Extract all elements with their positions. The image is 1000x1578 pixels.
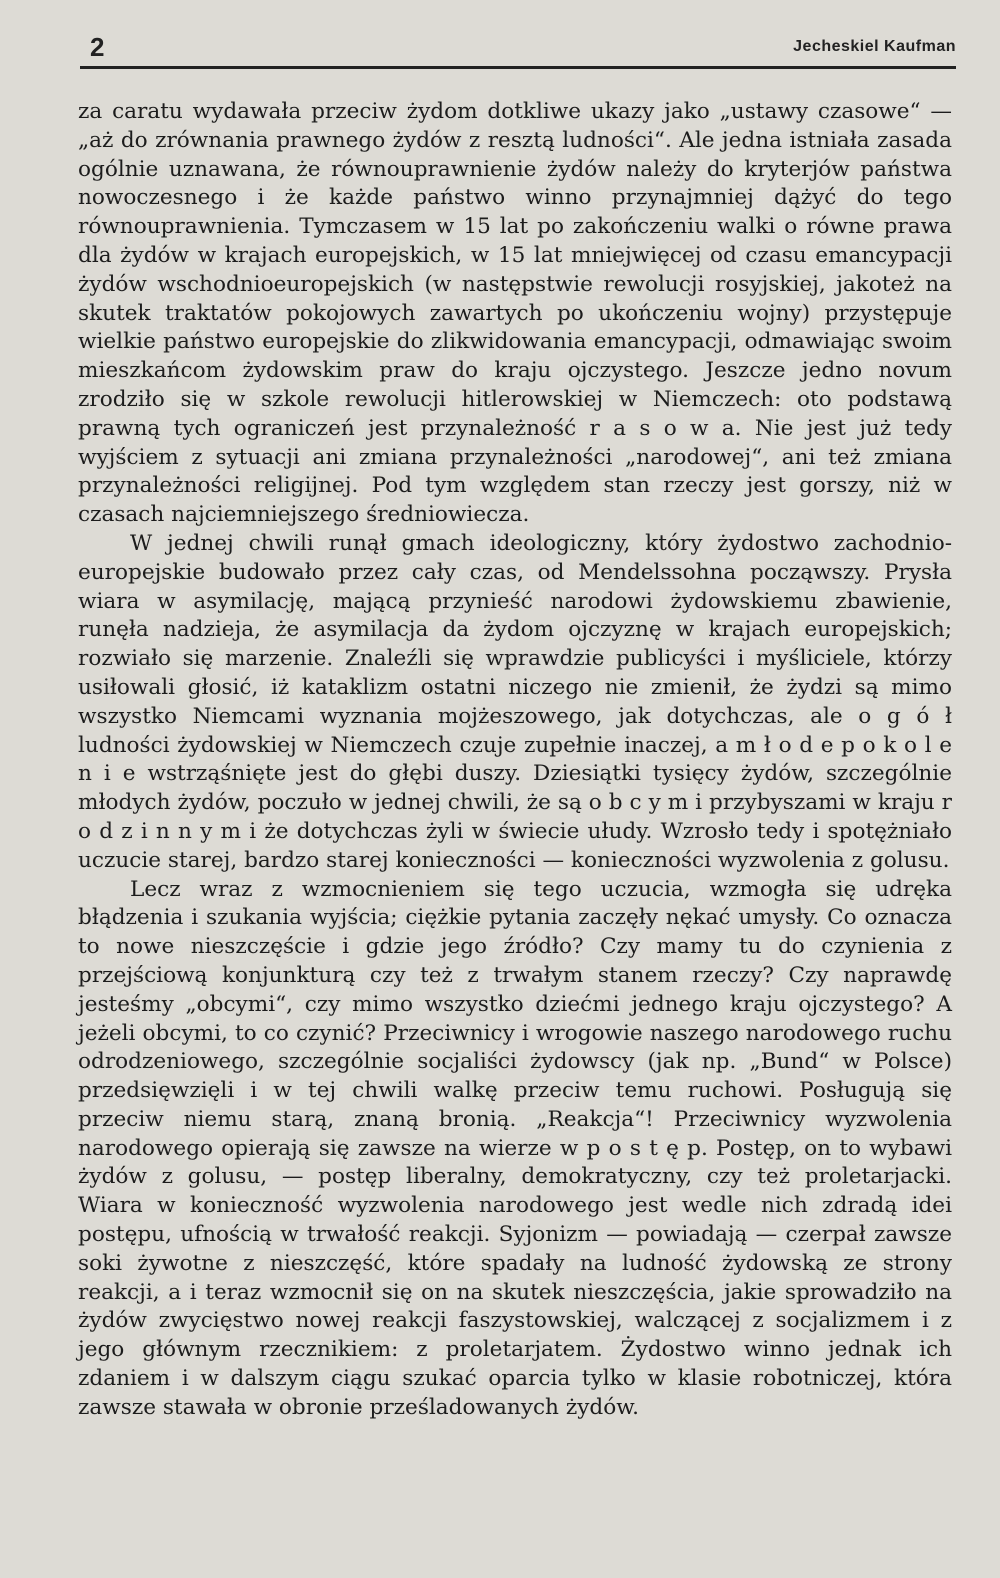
- running-head-author: Jecheskiel Kaufman: [793, 38, 956, 55]
- page-number: 2: [90, 32, 105, 62]
- header-rule: [80, 66, 956, 69]
- page-header: [84, 32, 956, 62]
- paragraph-1: za caratu wydawała przeciw żydom dotkliwe ukazy jako „ustawy czasowe“ — „aż do zrównania prawnego żydów z resztą ludności“. Ale jedna istniała zasada ogólnie uznawana, że równouprawnienie żydów należy do kryterjów państwa nowoczesnego i że każde państwo winno przynajmniej dążyć do tego równouprawnienia. Tymczasem w 15 lat po zakończeniu walki o równe prawa dla żydów w krajach europejskich, w 15 lat mniejwięcej od czasu emancypacji żydów wschodnioeuropejskich (w następstwie rewolucji rosyjskiej, jakoteż na skutek traktatów pokojowych zawartych po ukończeniu wojny) przystępuje wielkie państwo europejskie do zlikwidowania emancypacji, odmawiając swoim mieszkańcom żydowskim praw do kraju ojczystego. Jeszcze jedno novum zrodziło się w szkole rewolucji hitlerowskiej w Niemczech: oto podstawą prawną tych ograniczeń jest przynależność r a s o w a. Nie jest już tedy wyjściem z sytuacji ani zmiana przynależności „narodowej“, ani też zmiana przynależności religijnej. Pod tym względem stan rzeczy jest gorszy, niż w czasach najciemniejszego średniowiecza.: [78, 99, 952, 528]
- paragraph-2: W jednej chwili runął gmach ideologiczny, który żydostwo zachodnio-europejskie budowało przez cały czas, od Mendelssohna począwszy. Prysła wiara w asymilację, mającą przynieść narodowi żydowskiemu zbawienie, runęła nadzieja, że asymilacja da żydom ojczyznę w krajach europejskich; rozwiało się marzenie. Znaleźli się wprawdzie publicyści i myśliciele, którzy usiłowali głosić, iż kataklizm ostatni niczego nie zmienił, że żydzi są mimo wszystko Niemcami wyznania mojżeszowego, jak dotychczas, ale o g ó ł ludności żydowskiej w Niemczech czuje zupełnie inaczej, a m ł o d e p o k o l e n i e wstrząśnięte jest do głębi duszy. Dziesiątki tysięcy żydów, szczególnie młodych żydów, poczuło w jednej chwili, że są o b c y m i przybyszami w kraju r o d z i n n y m i że dotychczas żyli w świecie ułudy. Wzrosło tedy i spotężniało uczucie starej, bardzo starej konieczności — konieczności wyzwolenia z golusu.: [78, 530, 952, 873]
- body-text: [78, 98, 952, 1423]
- paragraph-3: Lecz wraz z wzmocnieniem się tego uczucia, wzmogła się udręka błądzenia i szukania wyjścia; ciężkie pytania zaczęły nękać umysły. Co oznacza to nowe nieszczęście i gdzie jego źródło? Czy mamy tu do czynienia z przejściową konjunkturą czy też z trwałym stanem rzeczy? Czy naprawdę jesteśmy „obcymi“, czy mimo wszystko dziećmi jednego kraju ojczystego? A jeżeli obcymi, to co czynić? Przeciwnicy i wrogowie naszego narodowego ruchu odrodzeniowego, szczególnie socjaliści żydowscy (jak np. „Bund“ w Polsce) przedsięwzięli i w tej chwili walkę przeciw temu ruchowi. Posługują się przeciw niemu starą, znaną bronią. „Reakcja“! Przeciwnicy wyzwolenia narodowego opierają się zawsze na wierze w p o s t ę p. Postęp, on to wybawi żydów z golusu, — postęp liberalny, demokratyczny, czy też proletarjacki. Wiara w konieczność wyzwolenia narodowego jest wedle nich zdradą idei postępu, ufnością w trwałość reakcji. Syjonizm — powiadają — czerpał zawsze soki żywotne z nieszczęść, które spadały na ludność żydowską ze strony reakcji, a i teraz wzmocnił się on na skutek nieszczęścia, jakie sprowadziło na żydów zwycięstwo nowej reakcji faszystowskiej, walczącej z socjalizmem i z jego głównym rzecznikiem: z proletarjatem. Żydostwo winno jednak ich zdaniem i w dalszym ciągu szukać oparcia tylko w klasie robotniczej, która zawsze stawała w obronie prześladowanych żydów.: [78, 876, 952, 1420]
